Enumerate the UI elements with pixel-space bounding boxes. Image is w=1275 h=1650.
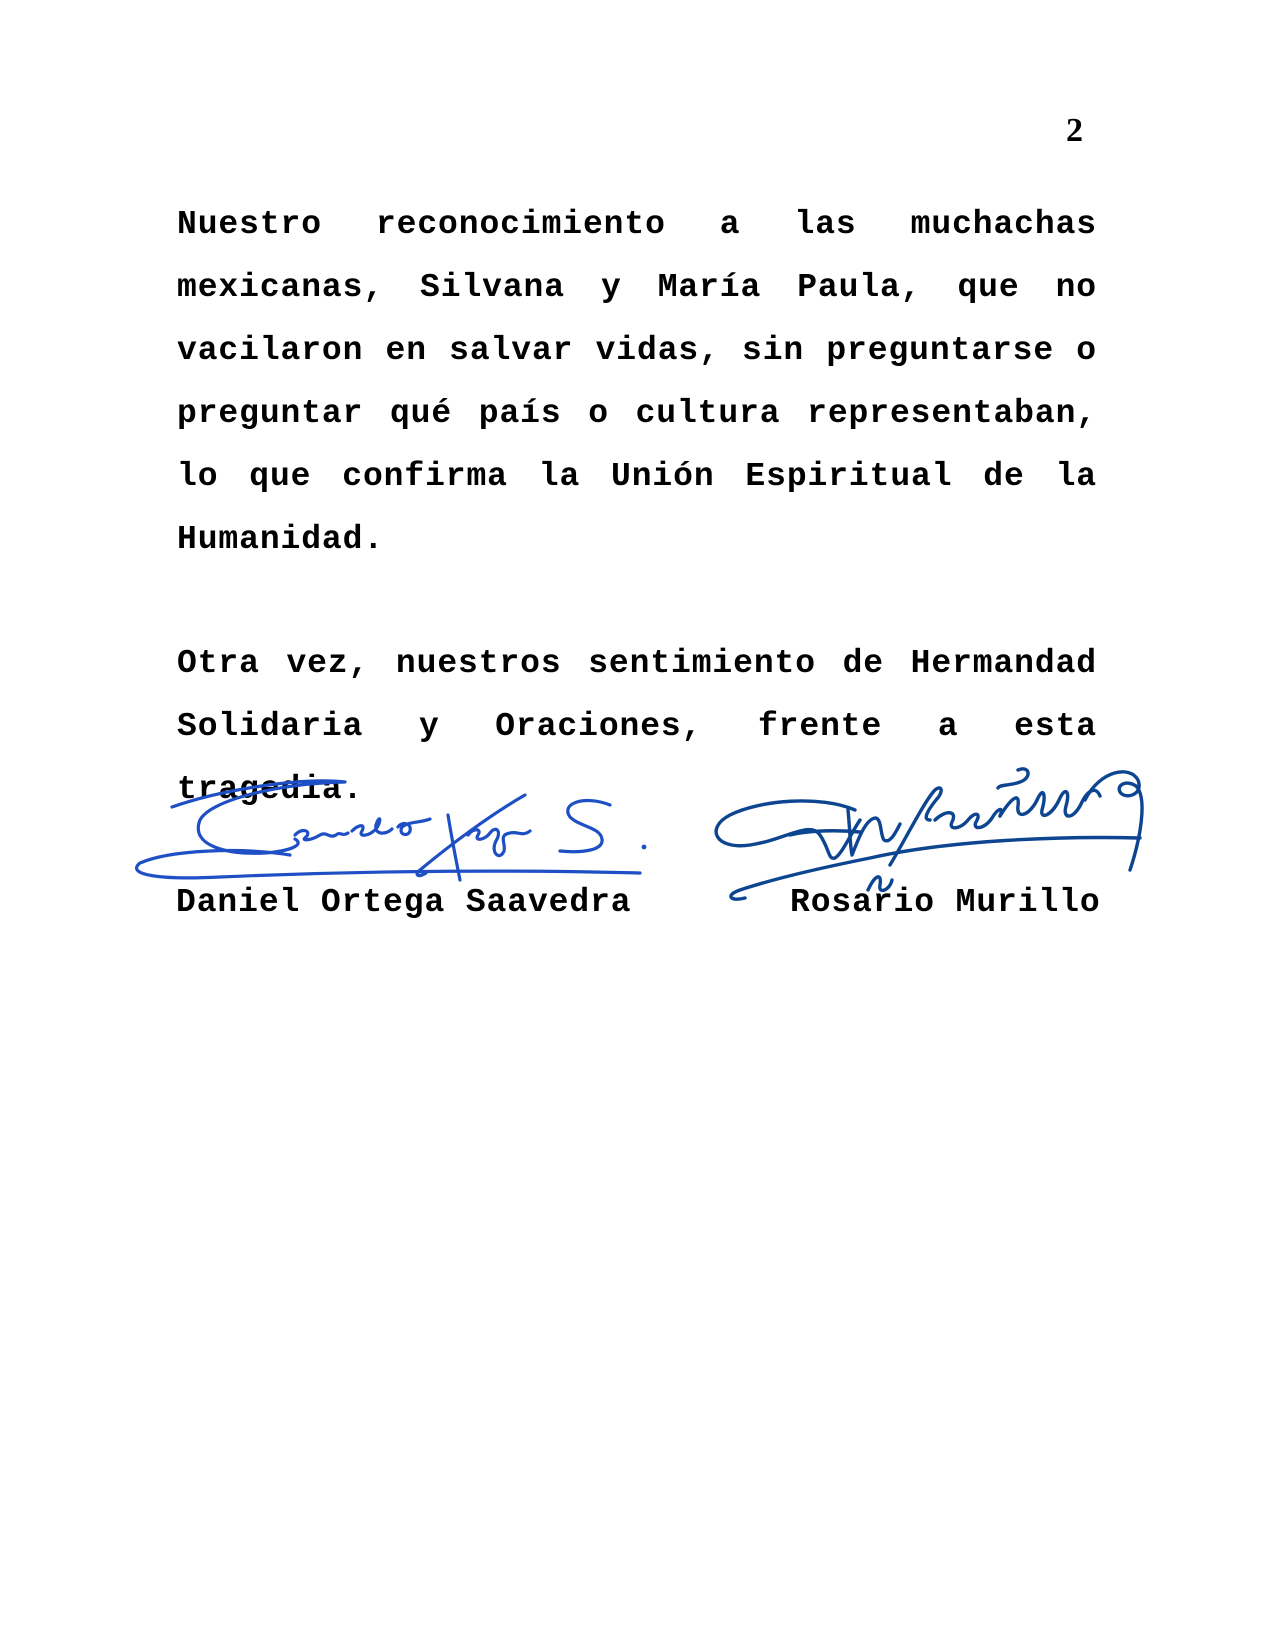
signatory-name-rosario: Rosario Murillo [790,884,1101,921]
paragraph-text: Nuestro reconocimiento a las muchachas mexicanas, Silvana y María Paula, que no vacilaron en salvar vidas, sin preguntarse o preguntar qué país o cultura representaban, lo que confirma la Unión Espiritual de la Humanidad. [177,206,1097,558]
page-number: 2 [1066,112,1083,149]
signatory-name-daniel: Daniel Ortega Saavedra [176,884,632,921]
paragraph-text: Otra vez, nuestros sentimiento de Hermandad Solidaria y Oraciones, frente a esta tragedia. [177,645,1097,808]
paragraph-acknowledgement [177,193,1097,571]
